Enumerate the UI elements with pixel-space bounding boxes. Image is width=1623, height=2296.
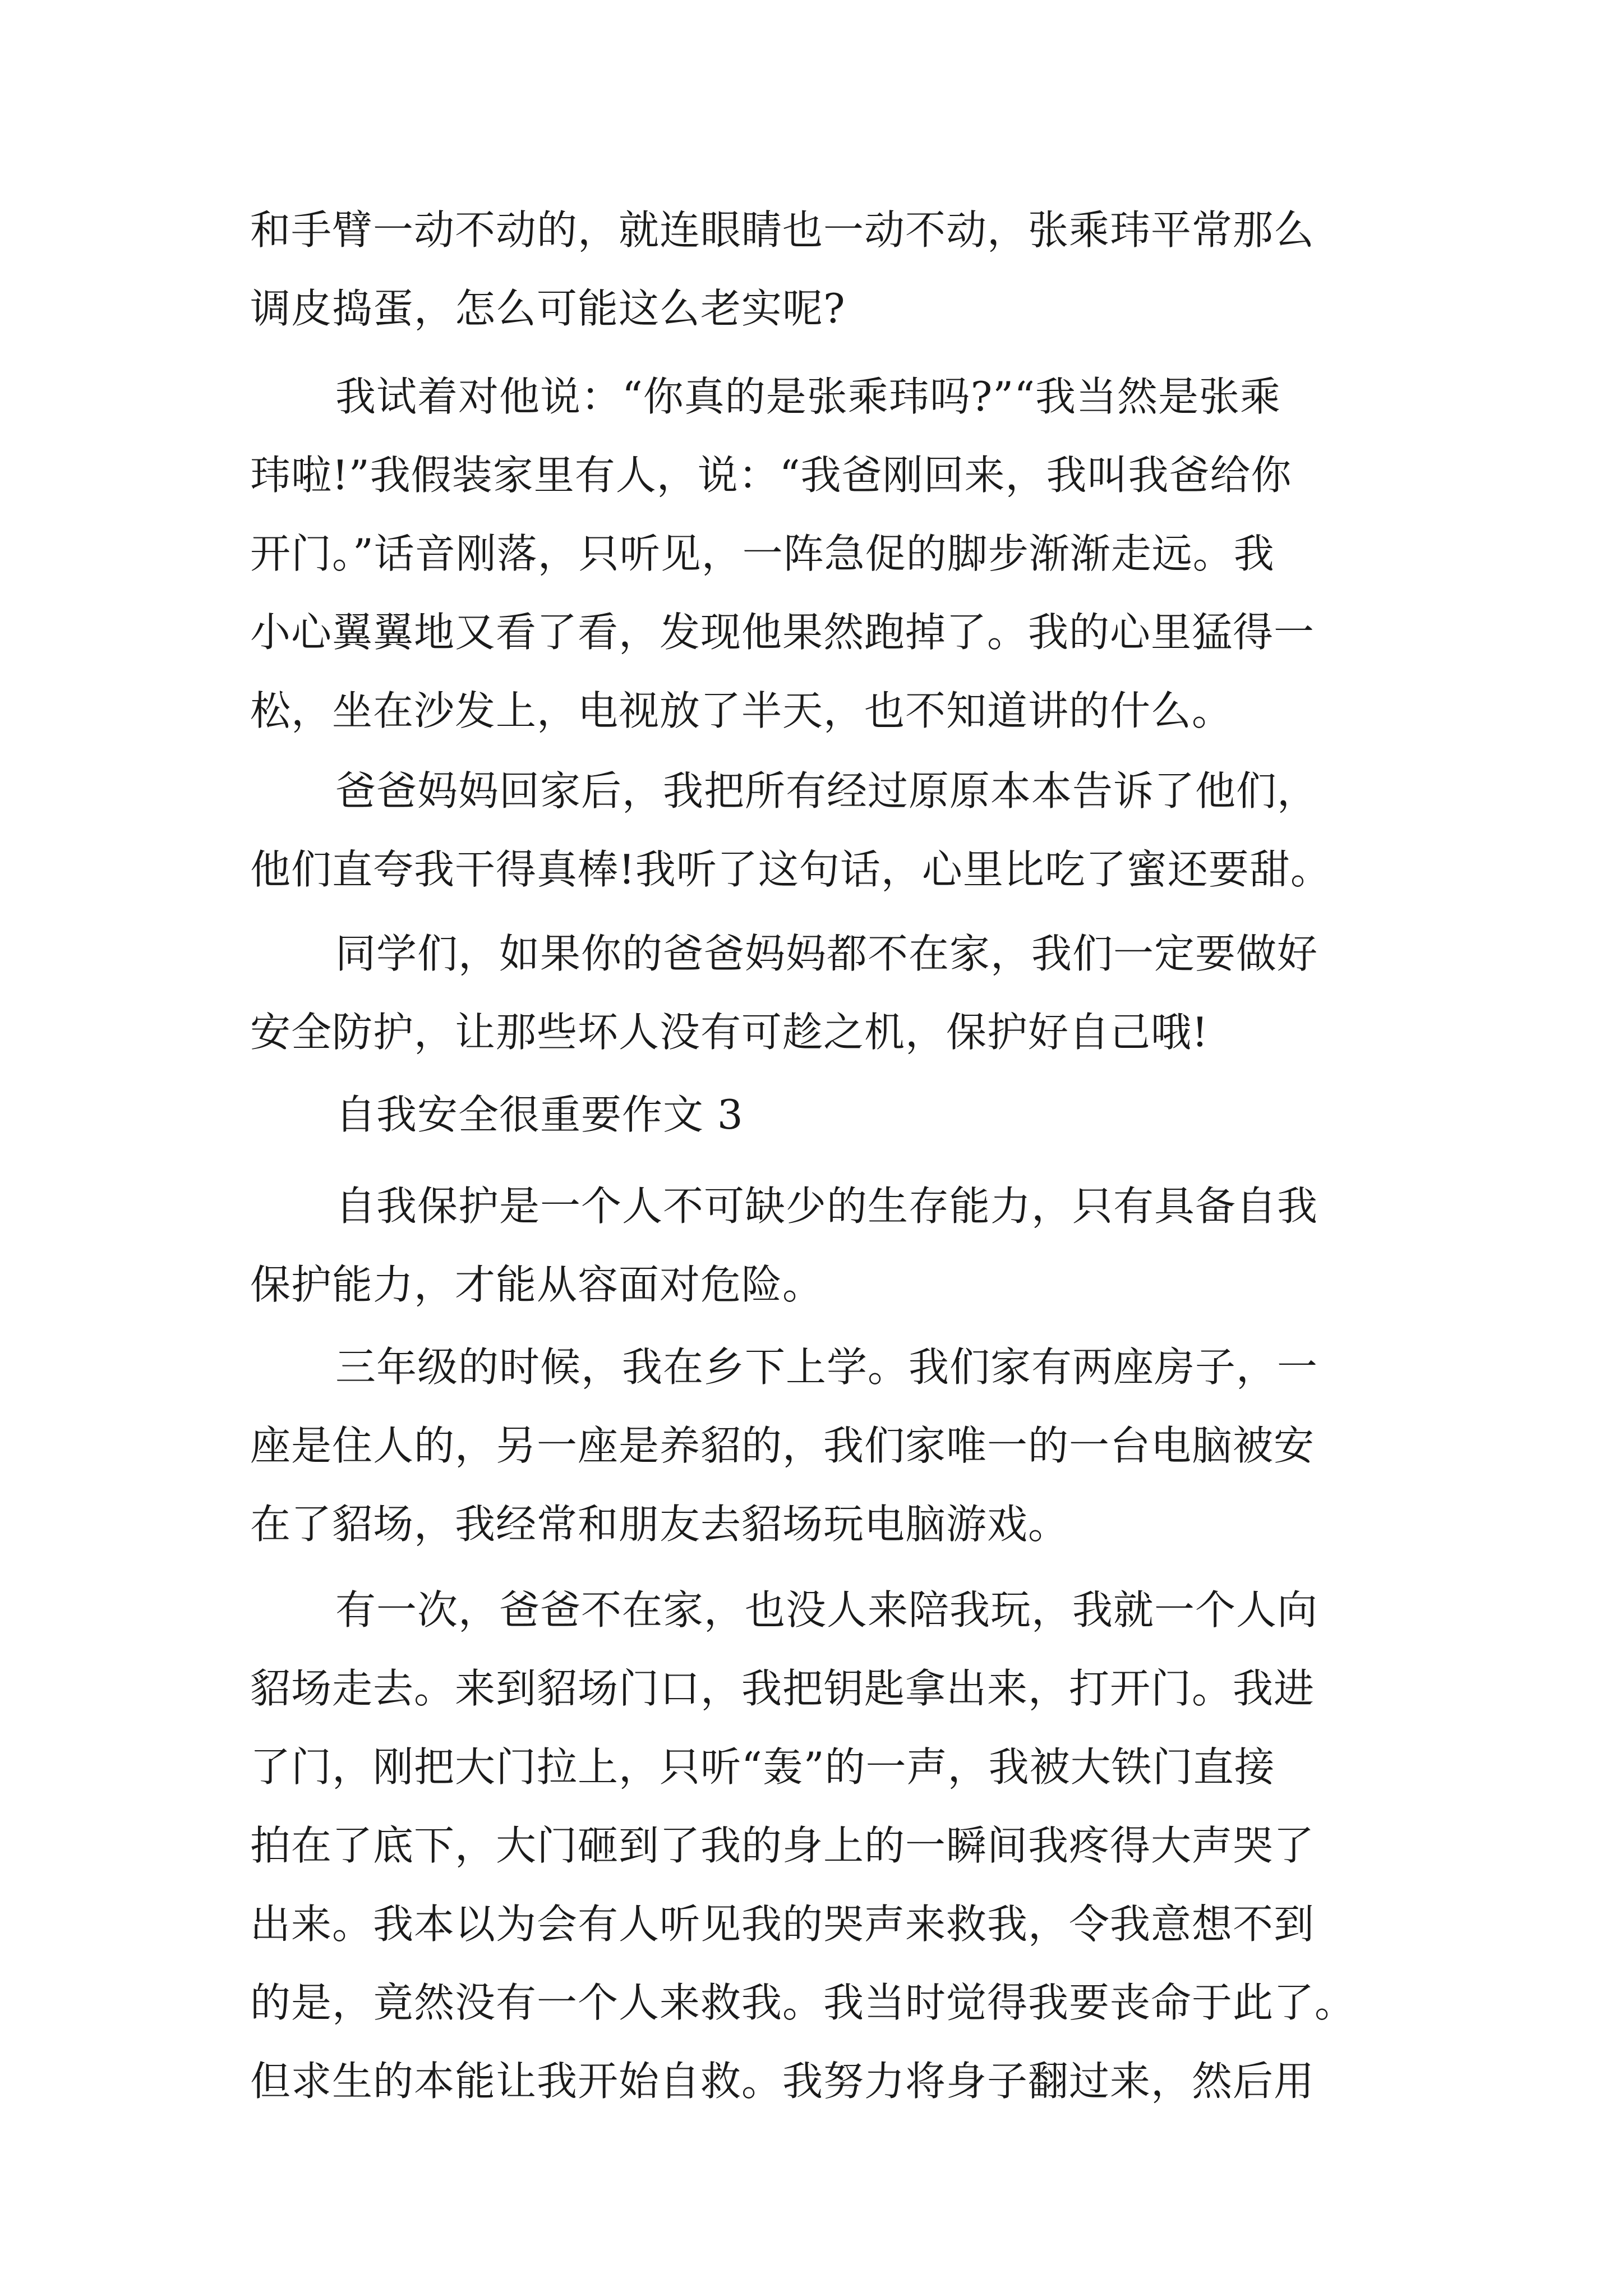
text-line: 爸爸妈妈回家后，我把所有经过原原本本告诉了他们，	[335, 767, 1318, 815]
text-line: 同学们，如果你的爸爸妈妈都不在家，我们一定要做好	[335, 930, 1318, 977]
text-line: 和手臂一动不动的，就连眼睛也一动不动，张乘玮平常那么	[250, 206, 1315, 254]
text-line: 松，坐在沙发上，电视放了半天，也不知道讲的什么。	[250, 687, 1233, 734]
text-line: 玮啦!”我假装家里有人，说：“我爸刚回来，我叫我爸给你	[250, 452, 1292, 499]
text-line: 拍在了底下，大门砸到了我的身上的一瞬间我疼得大声哭了	[250, 1822, 1315, 1869]
text-line: 三年级的时候，我在乡下上学。我们家有两座房子，一	[335, 1343, 1318, 1391]
text-line: 的是，竟然没有一个人来救我。我当时觉得我要丧命于此了。	[250, 1979, 1356, 2026]
text-line: 在了貂场，我经常和朋友去貂场玩电脑游戏。	[250, 1501, 1069, 1548]
text-line: 保护能力，才能从容面对危险。	[250, 1261, 824, 1308]
text-line: 小心翼翼地又看了看，发现他果然跑掉了。我的心里猛得一	[250, 609, 1315, 656]
text-line: 貂场走去。来到貂场门口，我把钥匙拿出来，打开门。我进	[250, 1665, 1315, 1712]
text-line: 但求生的本能让我开始自救。我努力将身子翻过来，然后用	[250, 2058, 1315, 2105]
text-line: 座是住人的，另一座是养貂的，我们家唯一的一台电脑被安	[250, 1422, 1315, 1469]
text-line: 出来。我本以为会有人听见我的哭声来救我，令我意想不到	[250, 1901, 1315, 1948]
text-line: 安全防护，让那些坏人没有可趁之机，保护好自己哦!	[250, 1009, 1209, 1056]
section-heading: 自我安全很重要作文 3	[335, 1091, 744, 1138]
text-line: 调皮捣蛋，怎么可能这么老实呢?	[250, 285, 846, 332]
text-line: 了门，刚把大门拉上，只听“轰”的一声，我被大铁门直接	[250, 1743, 1275, 1791]
text-line: 他们直夸我干得真棒!我听了这句话，心里比吃了蜜还要甜。	[250, 846, 1331, 893]
text-line: 有一次，爸爸不在家，也没人来陪我玩，我就一个人向	[335, 1586, 1318, 1634]
text-line: 开门。”话音刚落，只听见，一阵急促的脚步渐渐走远。我	[250, 530, 1275, 577]
text-line: 自我保护是一个人不可缺少的生存能力，只有具备自我	[335, 1182, 1318, 1230]
text-line: 我试着对他说：“你真的是张乘玮吗?”“我当然是张乘	[335, 373, 1281, 420]
